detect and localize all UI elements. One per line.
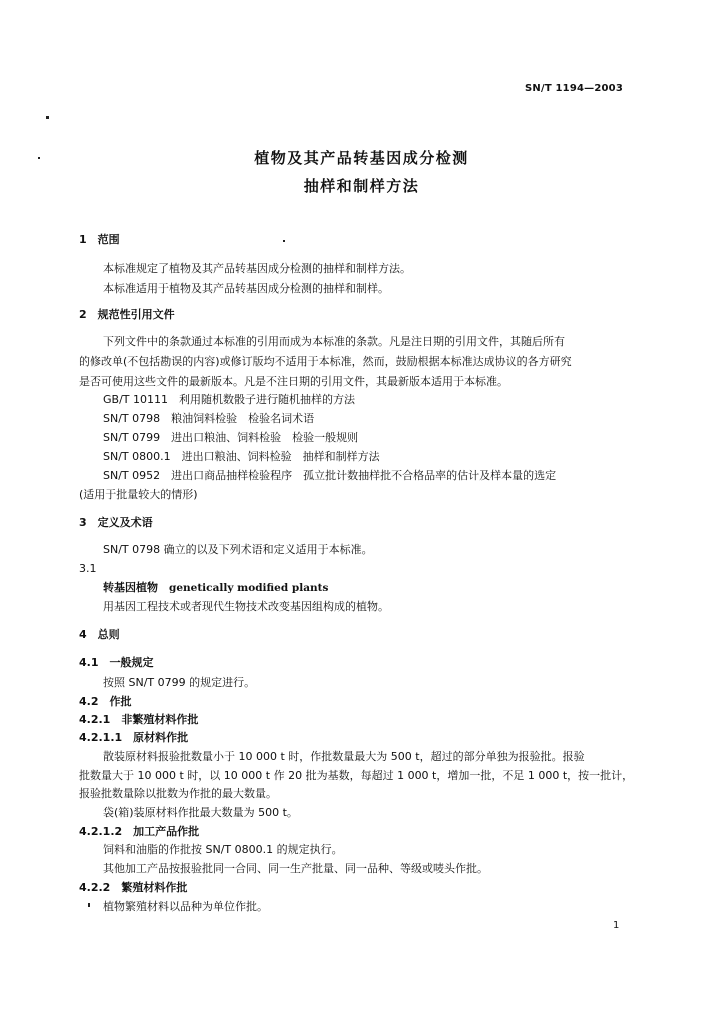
clause-4-2-1-2-line1: 饲料和油脂的作批按 SN/T 0800.1 的规定执行。 — [103, 843, 343, 856]
clause-4-2-2-heading: 4.2.2 繁殖材料作批 — [79, 881, 188, 894]
clause-4-2-1-1-line1: 散装原材料报验批数量小于 10 000 t 时，作批数量最大为 500 t，超过的部分单独为报验批。报验 — [103, 750, 585, 763]
clause-4-2-1-2-heading: 4.2.1.2 加工产品作批 — [79, 825, 200, 838]
scan-speck — [46, 116, 49, 119]
reference-item: SN/T 0798 粮油饲料检验 检验名词术语 — [103, 412, 315, 425]
section-2-intro-line3: 是否可使用这些文件的最新版本。凡是不注日期的引用文件，其最新版本适用于本标准。 — [79, 375, 508, 388]
document-title-line2: 抽样和制样方法 — [303, 177, 420, 195]
clause-4-2-1-1-line3: 报验批数量除以批数为作批的最大数量。 — [79, 787, 277, 800]
term-chinese: 转基因植物 — [103, 581, 158, 594]
scan-speck — [283, 240, 285, 242]
section-1-heading: 1 范围 — [79, 233, 120, 246]
clause-4-1-heading: 4.1 一般规定 — [79, 656, 154, 669]
clause-4-2-2-text: 植物繁殖材料以品种为单位作批。 — [103, 900, 268, 913]
document-title-line1: 植物及其产品转基因成分检测 — [254, 149, 469, 167]
section-2-intro-line1: 下列文件中的条款通过本标准的引用而成为本标准的条款。凡是注日期的引用文件，其随后所有 — [103, 335, 565, 348]
term-definition: 用基因工程技术或者现代生物技术改变基因组构成的植物。 — [103, 600, 389, 613]
reference-item: SN/T 0800.1 进出口粮油、饲料检验 抽样和制样方法 — [103, 450, 380, 463]
term-entry — [103, 581, 648, 595]
reference-item: SN/T 0952 进出口商品抽样检验程序 孤立批计数抽样批不合格品率的估计及样本量的选定 — [103, 469, 557, 482]
section-3-paragraph: SN/T 0798 确立的以及下列术语和定义适用于本标准。 — [103, 543, 373, 556]
section-1-paragraph-2: 本标准适用于植物及其产品转基因成分检测的抽样和制样。 — [103, 282, 389, 295]
term-english: genetically modified plants — [169, 582, 329, 594]
clause-4-2-1-1-line4: 袋(箱)装原材料作批最大数量为 500 t。 — [103, 806, 298, 819]
clause-4-2-1-heading: 4.2.1 非繁殖材料作批 — [79, 713, 199, 726]
clause-4-2-1-1-heading: 4.2.1.1 原材料作批 — [79, 731, 189, 744]
section-2-intro-line2: 的修改单(不包括勘误的内容)或修订版均不适用于本标准，然而，鼓励根据本标准达成协议的各方研究 — [79, 355, 572, 368]
section-4-heading: 4 总则 — [79, 628, 120, 641]
clause-4-2-heading: 4.2 作批 — [79, 695, 132, 708]
section-2-heading: 2 规范性引用文件 — [79, 308, 175, 321]
section-1-paragraph-1: 本标准规定了植物及其产品转基因成分检测的抽样和制样方法。 — [103, 262, 411, 275]
scan-speck — [88, 903, 90, 907]
page-number: 1 — [613, 920, 620, 931]
reference-item-continuation: (适用于批量较大的情形) — [79, 488, 198, 501]
clause-4-1-text: 按照 SN/T 0799 的规定进行。 — [103, 676, 256, 689]
scan-speck — [38, 157, 40, 159]
standard-code: SN/T 1194—2003 — [525, 83, 623, 94]
section-3-heading: 3 定义及术语 — [79, 516, 153, 529]
reference-item: SN/T 0799 进出口粮油、饲料检验 检验一般规则 — [103, 431, 359, 444]
clause-number-3-1: 3.1 — [79, 562, 97, 575]
reference-item: GB/T 10111 利用随机数骰子进行随机抽样的方法 — [103, 393, 355, 406]
clause-4-2-1-2-line2: 其他加工产品按报验批同一合同、同一生产批量、同一品种、等级或唛头作批。 — [103, 862, 488, 875]
clause-4-2-1-1-line2: 批数量大于 10 000 t 时，以 10 000 t 作 20 批为基数，每超过 1 000 t，增加一批，不足 1 000 t，按一批计， — [79, 769, 634, 782]
